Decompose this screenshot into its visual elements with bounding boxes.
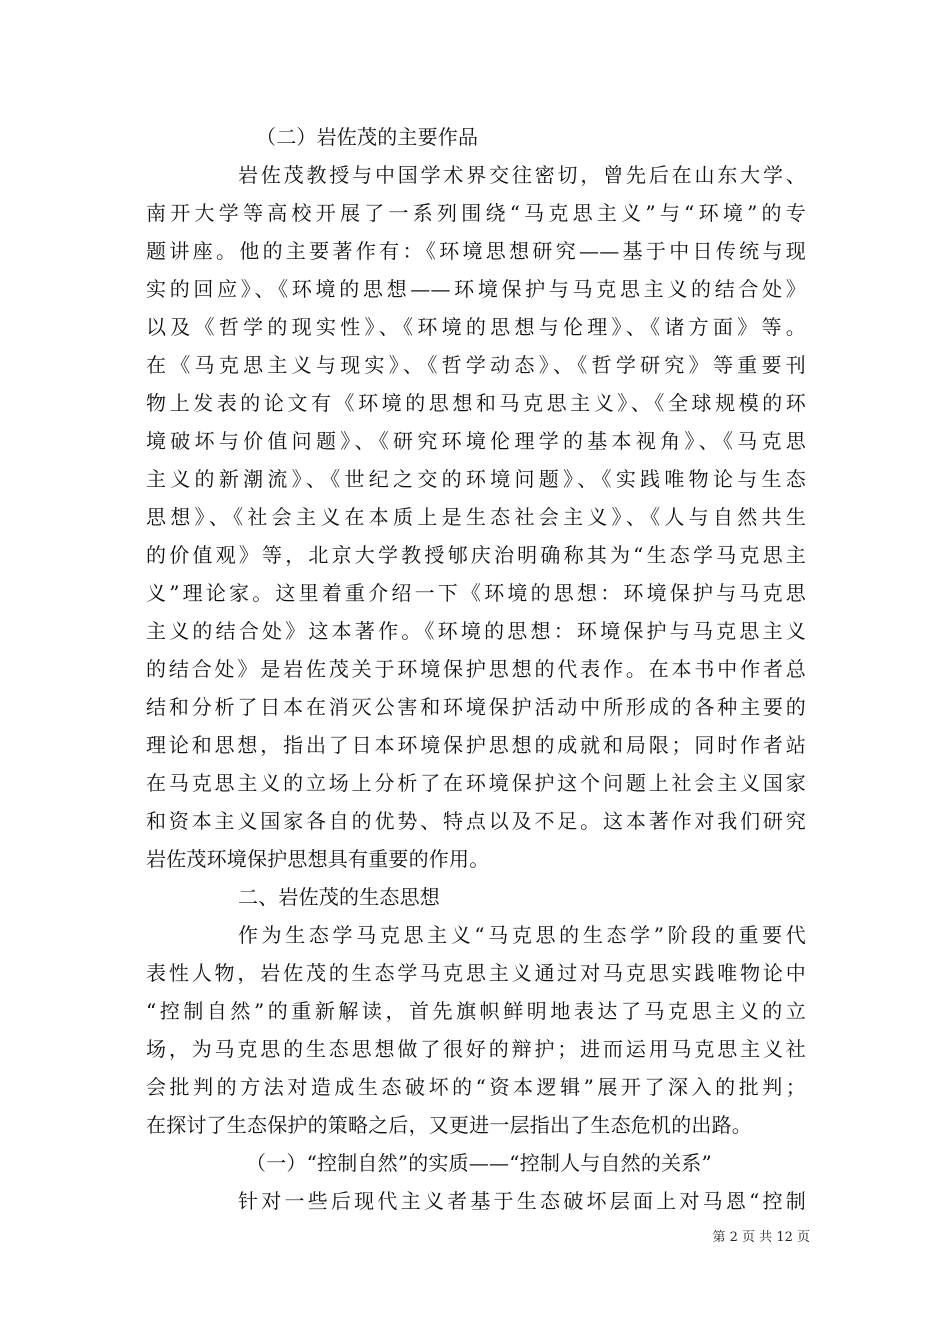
paragraph-line: 岩佐茂教授与中国学术界交往密切，曾先后在山东大学、 [238, 163, 806, 187]
paragraph-line: 理论和思想，指出了日本环境保护思想的成就和局限；同时作者站 [146, 733, 806, 757]
paragraph-line: “控制自然”的重新解读，首先旗帜鲜明地表达了马克思主义的立 [146, 999, 806, 1023]
paragraph-line: 主义的结合处》这本著作。《环境的思想：环境保护与马克思主义 [146, 619, 806, 643]
paragraph-line: 岩佐茂环境保护思想具有重要的作用。 [146, 847, 490, 871]
page-number-footer: 第 2 页 共 12 页 [712, 1230, 810, 1245]
section-heading-main-works: （二）岩佐茂的主要作品 [256, 125, 479, 149]
paragraph-line: 物上发表的论文有《环境的思想和马克思主义》、《全球规模的环 [146, 391, 806, 415]
paragraph-line: 结和分析了日本在消灭公害和环境保护活动中所形成的各种主要的 [146, 695, 806, 719]
paragraph-line: 在探讨了生态保护的策略之后，又更进一层指出了生态危机的出路。 [146, 1113, 752, 1137]
paragraph-line: 在马克思主义的立场上分析了在环境保护这个问题上社会主义国家 [146, 771, 806, 795]
paragraph-line: 会批判的方法对造成生态破坏的“资本逻辑”展开了深入的批判； [146, 1075, 806, 1099]
section-heading-ecological-thought: 二、岩佐茂的生态思想 [238, 885, 440, 909]
paragraph-line: 作为生态学马克思主义“马克思的生态学”阶段的重要代 [238, 923, 806, 947]
paragraph-line: 以及《哲学的现实性》、《环境的思想与伦理》、《诸方面》等。 [146, 315, 806, 339]
paragraph-line: 场，为马克思的生态思想做了很好的辩护；进而运用马克思主义社 [146, 1037, 806, 1061]
paragraph-line: 思想》、《社会主义在本质上是生态社会主义》、《人与自然共生 [146, 505, 806, 529]
paragraph-line: 和资本主义国家各自的优势、特点以及不足。这本著作对我们研究 [146, 809, 806, 833]
document-body [146, 118, 806, 1220]
section-heading-control-nature: （一）“控制自然”的实质——“控制人与自然的关系” [246, 1151, 712, 1175]
paragraph-line: 的结合处》是岩佐茂关于环境保护思想的代表作。在本书中作者总 [146, 657, 806, 681]
paragraph-line: 义”理论家。这里着重介绍一下《环境的思想：环境保护与马克思 [146, 581, 806, 605]
paragraph-line: 南开大学等高校开展了一系列围绕“马克思主义”与“环境”的专 [146, 201, 806, 225]
paragraph-line: 表性人物，岩佐茂的生态学马克思主义通过对马克思实践唯物论中 [146, 961, 806, 985]
paragraph-line: 主义的新潮流》、《世纪之交的环境问题》、《实践唯物论与生态 [146, 467, 806, 491]
paragraph-line: 实的回应》、《环境的思想——环境保护与马克思主义的结合处》 [146, 277, 806, 301]
paragraph-line: 在《马克思主义与现实》、《哲学动态》、《哲学研究》等重要刊 [146, 353, 806, 377]
paragraph-line: 题讲座。他的主要著作有：《环境思想研究——基于中日传统与现 [146, 239, 806, 263]
paragraph-line: 的价值观》等，北京大学教授郇庆治明确称其为“生态学马克思主 [146, 543, 806, 567]
paragraph-line: 境破坏与价值问题》、《研究环境伦理学的基本视角》、《马克思 [146, 429, 806, 453]
paragraph-line: 针对一些后现代主义者基于生态破坏层面上对马恩“控制 [238, 1189, 806, 1213]
